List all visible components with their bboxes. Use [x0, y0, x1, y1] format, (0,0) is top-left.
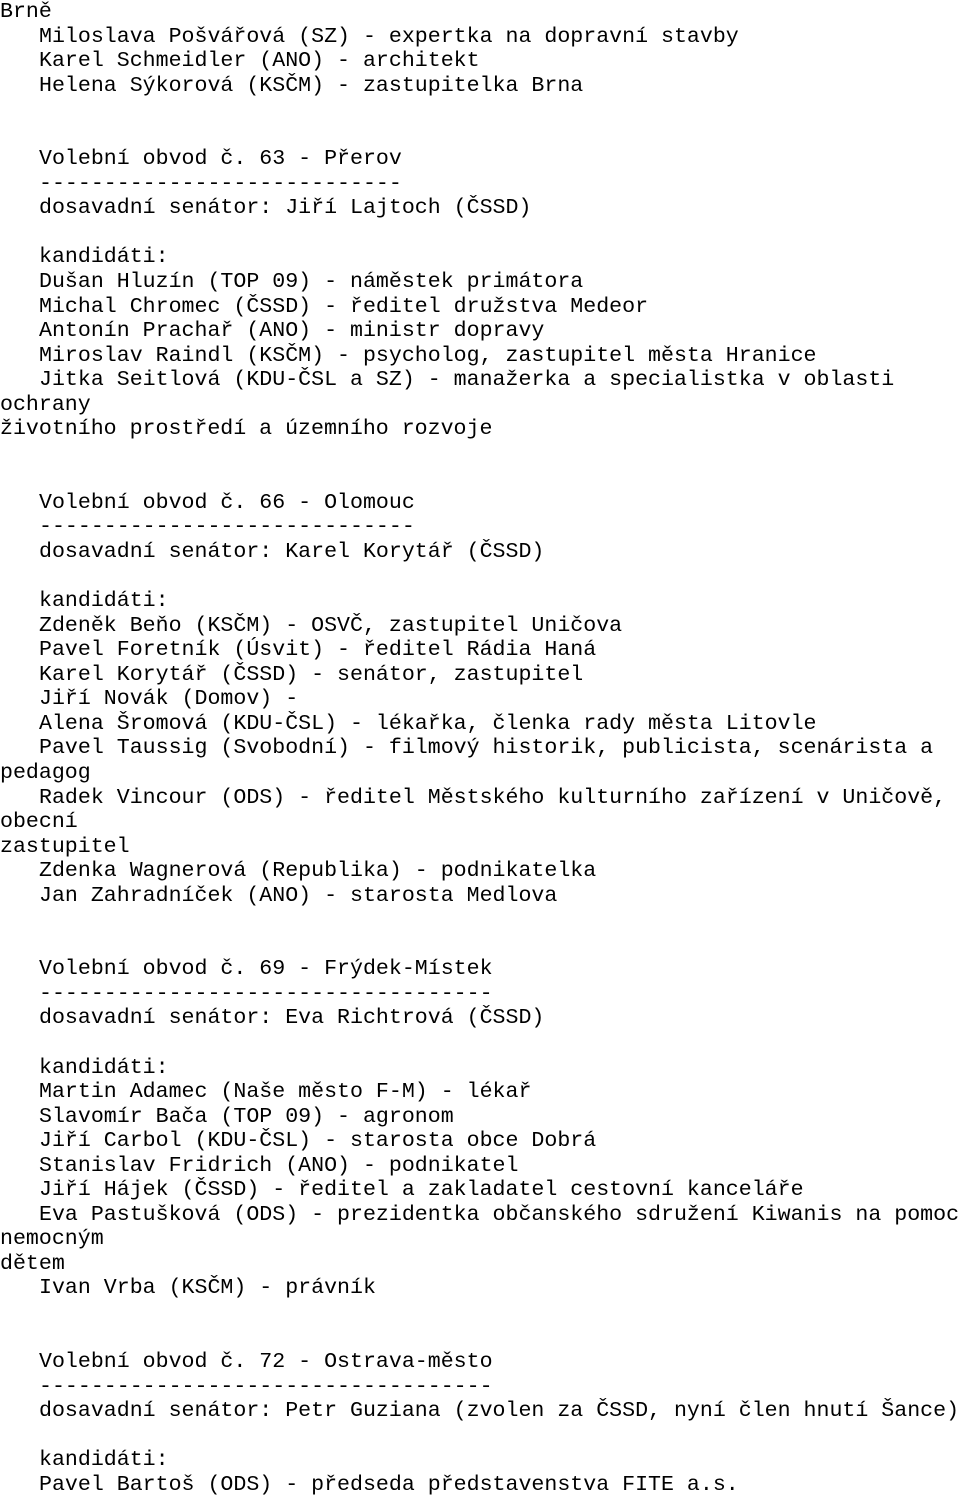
- text-line: Eva Pastušková (ODS) - prezidentka občanského sdružení Kiwanis na pomoc: [39, 1202, 960, 1227]
- blank-line: [0, 98, 960, 123]
- text-line: Radek Vincour (ODS) - ředitel Městského kulturního zařízení v Uničově,: [39, 785, 947, 810]
- blank-line: [0, 1031, 960, 1056]
- text-line: Miloslava Pošvářová (SZ) - expertka na dopravní stavby: [39, 24, 739, 49]
- text-line: Pavel Foretník (Úsvit) - ředitel Rádia Haná: [39, 638, 597, 663]
- text-line: kandidáti:: [39, 1448, 169, 1473]
- text-line: Stanislav Fridrich (ANO) - podnikatel: [39, 1153, 519, 1178]
- text-line: Jiří Novák (Domov) -: [39, 687, 299, 712]
- text-line: Jiří Carbol (KDU-ČSL) - starosta obce Dobrá: [39, 1129, 597, 1154]
- blank-line: [0, 1326, 960, 1351]
- text-line: Michal Chromec (ČSSD) - ředitel družstva Medeor: [39, 294, 649, 319]
- text-line: dosavadní senátor: Petr Guziana (zvolen za ČSSD, nyní člen hnutí Šance): [39, 1399, 960, 1424]
- text-line: kandidáti:: [39, 1055, 169, 1080]
- blank-line: [0, 565, 960, 590]
- text-line: dětem: [0, 1251, 65, 1276]
- text-line: dosavadní senátor: Eva Richtrová (ČSSD): [39, 1006, 545, 1031]
- text-line: Antonín Prachař (ANO) - ministr dopravy: [39, 319, 545, 344]
- blank-line: [0, 1424, 960, 1449]
- text-line: dosavadní senátor: Jiří Lajtoch (ČSSD): [39, 196, 532, 221]
- text-line: ----------------------------: [39, 171, 402, 196]
- blank-line: [0, 466, 960, 491]
- text-line: Helena Sýkorová (KSČM) - zastupitelka Brna: [39, 73, 584, 98]
- text-line: Dušan Hluzín (TOP 09) - náměstek primátora: [39, 270, 584, 295]
- text-line: Brně: [0, 0, 52, 24]
- text-line: Jiří Hájek (ČSSD) - ředitel a zakladatel cestovní kanceláře: [39, 1178, 804, 1203]
- text-line: Martin Adamec (Naše město F-M) - lékař: [39, 1080, 532, 1105]
- text-line: -----------------------------------: [39, 1374, 493, 1399]
- text-line: Karel Korytář (ČSSD) - senátor, zastupitel: [39, 662, 584, 687]
- text-line: Volební obvod č. 72 - Ostrava-město: [39, 1350, 493, 1375]
- text-line: Zdenka Wagnerová (Republika) - podnikatelka: [39, 859, 597, 884]
- text-line: nemocným: [0, 1227, 104, 1252]
- text-line: kandidáti:: [39, 245, 169, 270]
- text-line: zastupitel: [0, 834, 130, 859]
- text-line: Volební obvod č. 66 - Olomouc: [39, 490, 415, 515]
- blank-line: [0, 933, 960, 958]
- text-line: Zdeněk Beňo (KSČM) - OSVČ, zastupitel Uničova: [39, 613, 623, 638]
- blank-line: [0, 123, 960, 148]
- blank-line: [0, 442, 960, 467]
- text-line: Volební obvod č. 69 - Frýdek-Místek: [39, 957, 493, 982]
- text-line: ochrany: [0, 392, 91, 417]
- text-line: Ivan Vrba (KSČM) - právník: [39, 1276, 376, 1301]
- text-line: Jan Zahradníček (ANO) - starosta Medlova: [39, 883, 558, 908]
- text-line: Pavel Bartoš (ODS) - předseda představenstva FITE a.s.: [39, 1472, 739, 1497]
- text-line: -----------------------------: [39, 515, 415, 540]
- text-line: obecní: [0, 810, 78, 835]
- text-line: Pavel Taussig (Svobodní) - filmový historik, publicista, scenárista a: [39, 736, 934, 761]
- text-line: Alena Šromová (KDU-ČSL) - lékařka, členka rady města Litovle: [39, 711, 817, 736]
- blank-line: [0, 908, 960, 933]
- text-line: životního prostředí a územního rozvoje: [0, 417, 493, 442]
- blank-line: [0, 1301, 960, 1326]
- text-line: Karel Schmeidler (ANO) - architekt: [39, 49, 480, 74]
- text-line: Slavomír Bača (TOP 09) - agronom: [39, 1104, 454, 1129]
- text-line: -----------------------------------: [39, 981, 493, 1006]
- text-line: dosavadní senátor: Karel Korytář (ČSSD): [39, 540, 545, 565]
- text-line: Miroslav Raindl (KSČM) - psycholog, zastupitel města Hranice: [39, 343, 817, 368]
- text-line: Jitka Seitlová (KDU-ČSL a SZ) - manažerka a specialistka v oblasti: [39, 368, 895, 393]
- text-line: kandidáti:: [39, 589, 169, 614]
- text-line: pedagog: [0, 760, 91, 785]
- blank-line: [0, 221, 960, 246]
- text-line: Volební obvod č. 63 - Přerov: [39, 147, 402, 172]
